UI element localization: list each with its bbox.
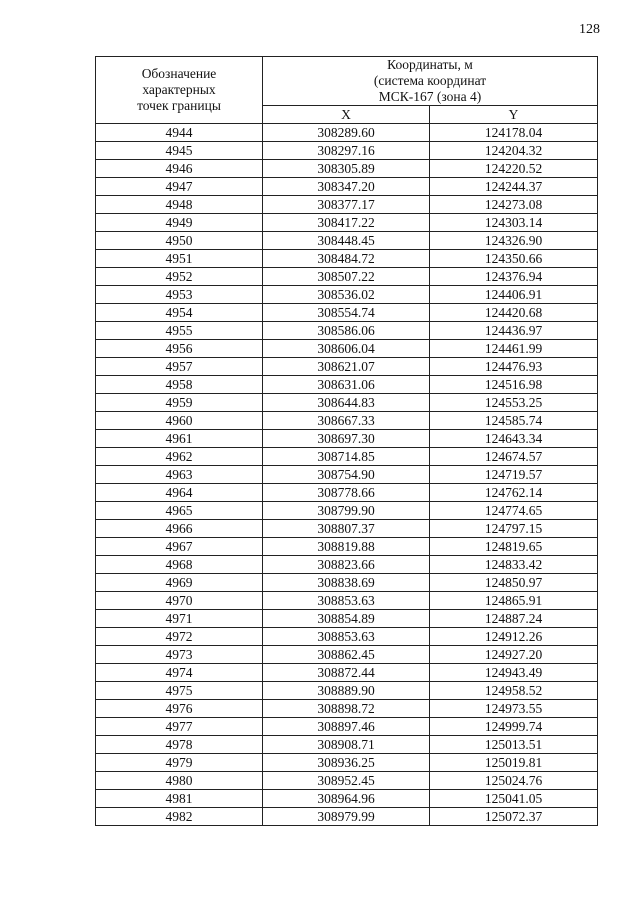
y-coordinate-cell: 124516.98 [430,376,598,394]
point-cell: 4980 [96,772,263,790]
table-row [96,556,598,574]
y-coordinate-cell: 124999.74 [430,718,598,736]
y-coordinate-cell: 124585.74 [430,412,598,430]
point-cell: 4961 [96,430,263,448]
table-row [96,754,598,772]
x-coordinate-cell: 308554.74 [263,304,430,322]
table-header [96,57,598,124]
y-coordinate-cell: 124762.14 [430,484,598,502]
table-row [96,304,598,322]
y-coordinate-cell: 125019.81 [430,754,598,772]
point-cell: 4970 [96,592,263,610]
y-coordinate-cell: 124887.24 [430,610,598,628]
y-coordinate-cell: 124973.55 [430,700,598,718]
table-row [96,628,598,646]
y-coordinate-cell: 124850.97 [430,574,598,592]
table-row [96,592,598,610]
point-cell: 4952 [96,268,263,286]
coords-header-line-3: МСК-167 (зона 4) [378,89,482,104]
table-row [96,124,598,142]
point-cell: 4967 [96,538,263,556]
y-coordinate-cell: 124774.65 [430,502,598,520]
x-coordinate-cell: 308289.60 [263,124,430,142]
x-coordinate-cell: 308862.45 [263,646,430,664]
point-cell: 4945 [96,142,263,160]
y-coordinate-cell: 124326.90 [430,232,598,250]
table-row [96,502,598,520]
table-row [96,664,598,682]
coordinates-table [95,56,598,826]
x-coordinate-cell: 308536.02 [263,286,430,304]
table-row [96,268,598,286]
y-coordinate-cell: 124244.37 [430,178,598,196]
x-coordinate-cell: 308448.45 [263,232,430,250]
x-coordinate-cell: 308898.72 [263,700,430,718]
table-body [96,124,598,826]
y-coordinate-cell: 125024.76 [430,772,598,790]
point-cell: 4951 [96,250,263,268]
coords-header-line-2: (система координат [373,73,487,88]
x-coordinate-cell: 308799.90 [263,502,430,520]
x-coordinate-cell: 308854.89 [263,610,430,628]
y-coordinate-cell: 125041.05 [430,790,598,808]
x-coordinate-cell: 308347.20 [263,178,430,196]
table-row [96,214,598,232]
page-number: 128 [579,22,600,37]
point-cell: 4955 [96,322,263,340]
point-cell: 4950 [96,232,263,250]
y-coordinate-cell: 124376.94 [430,268,598,286]
point-cell: 4957 [96,358,263,376]
x-coordinate-cell: 308979.99 [263,808,430,826]
x-coordinate-cell: 308484.72 [263,250,430,268]
table-row [96,700,598,718]
x-coordinate-cell: 308714.85 [263,448,430,466]
table-row [96,736,598,754]
y-coordinate-cell: 124303.14 [430,214,598,232]
point-cell: 4960 [96,412,263,430]
table-row [96,358,598,376]
x-coordinate-cell: 308807.37 [263,520,430,538]
x-coordinate-cell: 308908.71 [263,736,430,754]
x-coordinate-cell: 308606.04 [263,340,430,358]
point-cell: 4975 [96,682,263,700]
table-row [96,340,598,358]
y-coordinate-cell: 124912.26 [430,628,598,646]
y-coordinate-cell: 124350.66 [430,250,598,268]
table-row [96,286,598,304]
point-header-line-2: характерных [142,82,216,97]
table-row [96,376,598,394]
y-coordinate-cell: 125072.37 [430,808,598,826]
point-cell: 4966 [96,520,263,538]
x-coordinate-cell: 308667.33 [263,412,430,430]
point-cell: 4954 [96,304,263,322]
x-coordinate-cell: 308952.45 [263,772,430,790]
point-cell: 4964 [96,484,263,502]
point-header-line-3: точек границы [137,98,221,113]
x-coordinate-cell: 308586.06 [263,322,430,340]
table-row [96,466,598,484]
table-row [96,196,598,214]
point-cell: 4974 [96,664,263,682]
point-cell: 4948 [96,196,263,214]
point-cell: 4976 [96,700,263,718]
x-coordinate-cell: 308507.22 [263,268,430,286]
y-coordinate-cell: 124420.68 [430,304,598,322]
table-row [96,646,598,664]
point-cell: 4956 [96,340,263,358]
x-coordinate-cell: 308897.46 [263,718,430,736]
x-coordinate-cell: 308417.22 [263,214,430,232]
point-header-line-1: Обозначение [141,66,217,81]
x-coordinate-cell: 308778.66 [263,484,430,502]
table-row [96,142,598,160]
y-coordinate-cell: 124461.99 [430,340,598,358]
point-cell: 4958 [96,376,263,394]
table-row [96,718,598,736]
y-coordinate-cell: 124819.65 [430,538,598,556]
x-coordinate-cell: 308297.16 [263,142,430,160]
y-coordinate-cell: 124643.34 [430,430,598,448]
y-coordinate-cell: 124674.57 [430,448,598,466]
x-coordinate-cell: 308754.90 [263,466,430,484]
x-coordinate-cell: 308936.25 [263,754,430,772]
point-cell: 4971 [96,610,263,628]
x-coordinate-cell: 308872.44 [263,664,430,682]
y-coordinate-cell: 124436.97 [430,322,598,340]
x-coordinate-cell: 308819.88 [263,538,430,556]
table-row [96,412,598,430]
table-row [96,520,598,538]
y-coordinate-cell: 124797.15 [430,520,598,538]
y-coordinate-cell: 124178.04 [430,124,598,142]
x-coordinate-cell: 308631.06 [263,376,430,394]
table-row [96,178,598,196]
point-cell: 4968 [96,556,263,574]
x-coordinate-cell: 308305.89 [263,160,430,178]
point-cell: 4972 [96,628,263,646]
table-row [96,448,598,466]
x-coordinate-cell: 308621.07 [263,358,430,376]
table-row [96,772,598,790]
point-cell: 4963 [96,466,263,484]
y-coordinate-cell: 124204.32 [430,142,598,160]
x-coordinate-cell: 308853.63 [263,592,430,610]
point-cell: 4959 [96,394,263,412]
x-coordinate-cell: 308644.83 [263,394,430,412]
y-coordinate-cell: 124927.20 [430,646,598,664]
point-column-header [96,57,263,124]
point-cell: 4947 [96,178,263,196]
y-coordinate-cell: 124865.91 [430,592,598,610]
point-cell: 4977 [96,718,263,736]
x-coordinate-cell: 308697.30 [263,430,430,448]
y-coordinate-cell: 124273.08 [430,196,598,214]
y-column-header: Y [430,106,598,124]
y-coordinate-cell: 124719.57 [430,466,598,484]
table-row [96,574,598,592]
table-row [96,808,598,826]
table-row [96,484,598,502]
table-row [96,232,598,250]
table-row [96,430,598,448]
y-coordinate-cell: 124406.91 [430,286,598,304]
point-cell: 4979 [96,754,263,772]
point-cell: 4981 [96,790,263,808]
table-row [96,394,598,412]
point-cell: 4978 [96,736,263,754]
point-cell: 4965 [96,502,263,520]
y-coordinate-cell: 124553.25 [430,394,598,412]
x-coordinate-cell: 308853.63 [263,628,430,646]
y-coordinate-cell: 124958.52 [430,682,598,700]
x-coordinate-cell: 308377.17 [263,196,430,214]
table-row [96,322,598,340]
coordinates-group-header [263,57,598,106]
y-coordinate-cell: 124833.42 [430,556,598,574]
y-coordinate-cell: 125013.51 [430,736,598,754]
table-row [96,790,598,808]
point-cell: 4969 [96,574,263,592]
y-coordinate-cell: 124943.49 [430,664,598,682]
table-row [96,250,598,268]
coords-header-line-1: Координаты, м [387,57,473,72]
point-cell: 4982 [96,808,263,826]
point-cell: 4949 [96,214,263,232]
x-coordinate-cell: 308964.96 [263,790,430,808]
point-cell: 4944 [96,124,263,142]
point-cell: 4973 [96,646,263,664]
x-coordinate-cell: 308838.69 [263,574,430,592]
point-cell: 4953 [96,286,263,304]
point-cell: 4962 [96,448,263,466]
y-coordinate-cell: 124476.93 [430,358,598,376]
table-row [96,682,598,700]
x-coordinate-cell: 308889.90 [263,682,430,700]
y-coordinate-cell: 124220.52 [430,160,598,178]
table-row [96,160,598,178]
x-column-header: X [263,106,430,124]
table-row [96,610,598,628]
point-cell: 4946 [96,160,263,178]
table-row [96,538,598,556]
x-coordinate-cell: 308823.66 [263,556,430,574]
